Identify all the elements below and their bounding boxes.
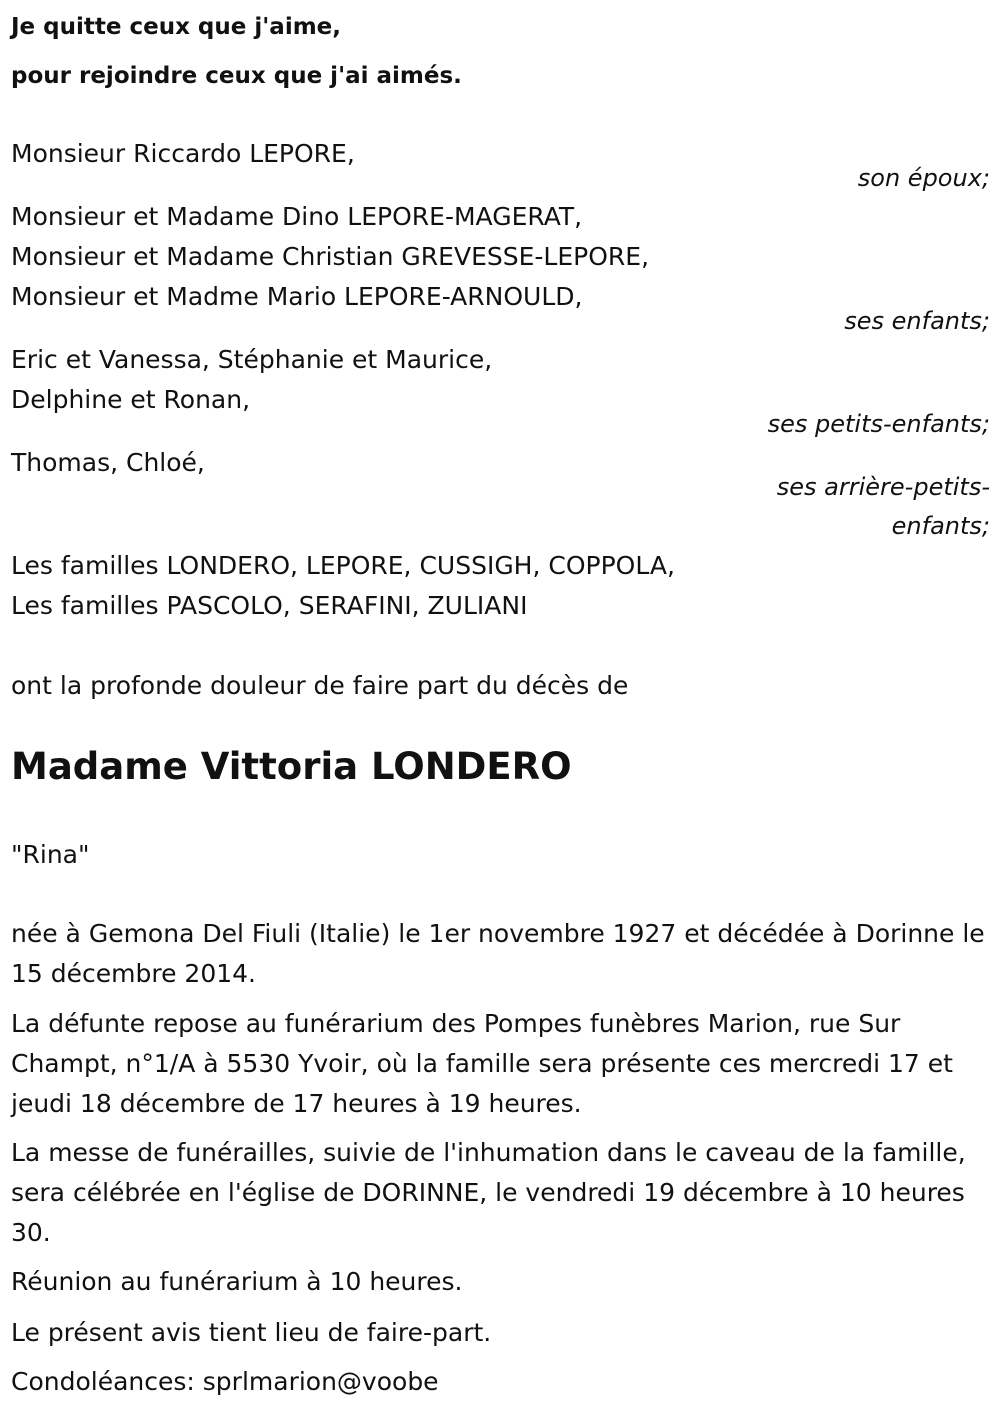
spouse-role: son époux; (857, 164, 990, 192)
families-line: Les familles PASCOLO, SERAFINI, ZULIANI (11, 591, 528, 620)
grandchildren-role: ses petits-enfants; (767, 410, 990, 438)
notice-paragraph: Le présent avis tient lieu de faire-part. (11, 1318, 492, 1347)
epigraph-line-1: Je quitte ceux que j'aime, (11, 14, 342, 40)
great-grandchildren-line: Thomas, Chloé, (11, 448, 205, 477)
birth-death-paragraph: née à Gemona Del Fiuli (Italie) le 1er novembre 1927 et décédée à Dorinne le 15 décembre 2014. (11, 919, 985, 988)
meeting-paragraph: Réunion au funérarium à 10 heures. (11, 1267, 463, 1296)
grandchildren-line: Eric et Vanessa, Stéphanie et Maurice, (11, 345, 493, 374)
announcement: ont la profonde douleur de faire part du décès de (11, 671, 629, 700)
great-grandchildren-role-1: ses arrière-petits- (776, 473, 990, 501)
child-line: Monsieur et Madame Dino LEPORE-MAGERAT, (11, 202, 583, 231)
spouse-name: Monsieur Riccardo LEPORE, (11, 139, 355, 168)
great-grandchildren-role-2: enfants; (891, 512, 990, 540)
grandchildren-line: Delphine et Ronan, (11, 385, 251, 414)
deceased-name: Madame Vittoria LONDERO (11, 745, 572, 788)
deceased-nickname: "Rina" (11, 840, 90, 869)
condolences-line: Condoléances: sprlmarion@voobe (11, 1367, 439, 1396)
children-role: ses enfants; (844, 307, 990, 335)
epigraph-line-2: pour rejoindre ceux que j'ai aimés. (11, 63, 462, 89)
child-line: Monsieur et Madme Mario LEPORE-ARNOULD, (11, 282, 583, 311)
families-line: Les familles LONDERO, LEPORE, CUSSIGH, COPPOLA, (11, 551, 675, 580)
repose-paragraph: La défunte repose au funérarium des Pompes funèbres Marion, rue Sur Champt, n°1/A à 5530 Yvoir, où la famille sera présente ces mercredi 17 et jeudi 18 décembre de 17 heures à 19 heures. (11, 1009, 953, 1118)
mass-paragraph: La messe de funérailles, suivie de l'inhumation dans le caveau de la famille, sera célébrée en l'église de DORINNE, le vendredi 19 décembre à 10 heures 30. (11, 1138, 966, 1247)
child-line: Monsieur et Madame Christian GREVESSE-LEPORE, (11, 242, 650, 271)
